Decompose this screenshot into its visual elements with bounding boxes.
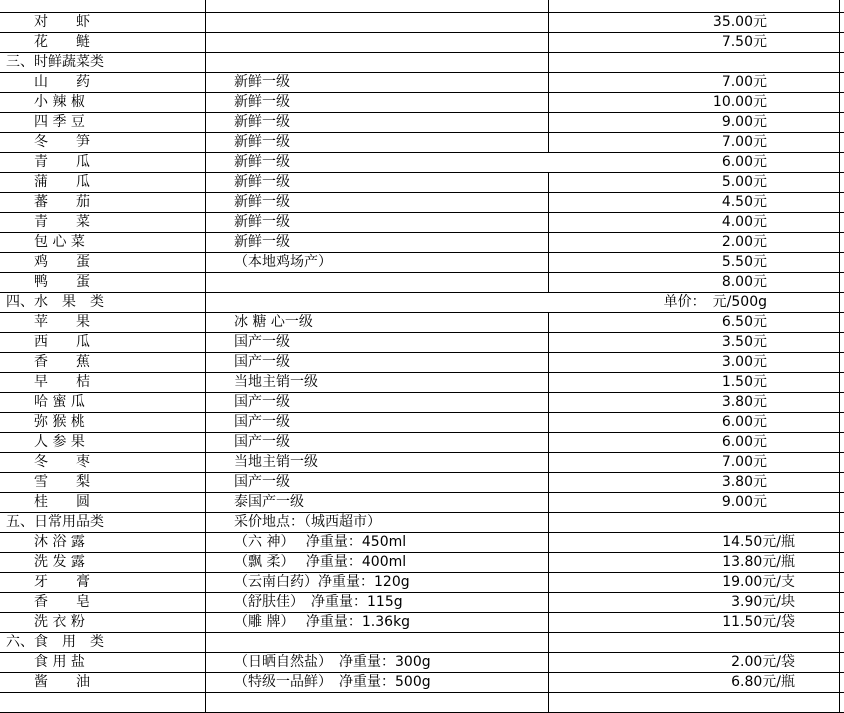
item-price-cell[interactable]: 4.00元 [721, 214, 767, 230]
gridline [548, 0, 549, 12]
gridline [839, 113, 840, 132]
table-row [0, 573, 844, 593]
gridline [205, 553, 206, 572]
item-spec-cell[interactable]: 新鲜一级 [234, 154, 290, 170]
gridline [548, 53, 549, 72]
gridline [548, 493, 549, 512]
gridline [548, 653, 549, 672]
gridline [839, 33, 840, 52]
gridline [205, 273, 206, 292]
item-price-cell[interactable]: 19.00元/支 [722, 574, 795, 590]
gridline [548, 233, 549, 252]
gridline [839, 13, 840, 32]
gridline [548, 93, 549, 112]
table-row [0, 13, 844, 33]
item-name-cell[interactable]: 酱 油 [34, 674, 90, 690]
item-spec-cell[interactable]: 国产一级 [234, 354, 290, 370]
gridline [839, 193, 840, 212]
table-row [0, 193, 844, 213]
gridline [205, 453, 206, 472]
table-row [0, 593, 844, 613]
table-row [0, 433, 844, 453]
gridline [839, 573, 840, 592]
gridline [548, 453, 549, 472]
item-name-cell[interactable]: 青 瓜 [34, 154, 90, 170]
item-spec-cell[interactable]: 新鲜一级 [234, 94, 290, 110]
table-row [0, 673, 844, 693]
item-name-cell[interactable]: 山 药 [34, 74, 90, 90]
item-price-cell[interactable]: 14.50元/瓶 [722, 534, 795, 550]
gridline [839, 393, 840, 412]
gridline [839, 173, 840, 192]
item-spec-cell[interactable]: （本地鸡场产） [234, 254, 332, 270]
item-price-cell[interactable]: 35.00元 [712, 14, 767, 30]
gridline [205, 513, 206, 532]
gridline [205, 113, 206, 132]
item-name-cell[interactable]: 鸡 蛋 [34, 254, 90, 270]
gridline [205, 133, 206, 152]
item-price-cell[interactable]: 9.00元 [721, 494, 767, 510]
gridline [205, 193, 206, 212]
gridline [205, 253, 206, 272]
table-row [0, 473, 844, 493]
gridline [839, 213, 840, 232]
item-name-cell[interactable]: 牙 膏 [34, 574, 90, 590]
gridline [548, 33, 549, 52]
item-name-cell[interactable]: 三、时鲜蔬菜类 [6, 54, 104, 70]
table-row [0, 393, 844, 413]
table-row [0, 33, 844, 53]
item-spec-cell[interactable] [206, 293, 548, 313]
item-name-cell[interactable]: 六、食 用 类 [6, 634, 104, 650]
item-price-cell[interactable]: 4.50元 [721, 194, 767, 210]
item-name-cell[interactable]: 人 参 果 [34, 434, 85, 450]
item-price-cell[interactable]: 7.00元 [721, 74, 767, 90]
gridline [548, 253, 549, 272]
item-spec-cell[interactable]: 新鲜一级 [234, 74, 290, 90]
gridline [548, 533, 549, 552]
gridline [548, 13, 549, 32]
item-price-cell[interactable]: 5.00元 [721, 174, 767, 190]
gridline [205, 0, 206, 12]
table-row [0, 73, 844, 93]
gridline [205, 573, 206, 592]
gridline [548, 133, 549, 152]
gridline [205, 653, 206, 672]
gridline [548, 413, 549, 432]
gridline [839, 73, 840, 92]
table-row [0, 153, 844, 173]
item-name-cell[interactable]: 包 心 菜 [34, 234, 85, 250]
gridline [205, 53, 206, 72]
table-row [0, 213, 844, 233]
gridline [205, 373, 206, 392]
item-name-cell[interactable]: 小 辣 椒 [34, 94, 85, 110]
gridline [839, 293, 840, 312]
item-name-cell[interactable]: 花 鲢 [34, 34, 90, 50]
item-spec-cell[interactable]: （飘 柔） 净重量：400ml [234, 554, 407, 570]
table-row [0, 113, 844, 133]
table-row [0, 493, 844, 513]
item-price-cell[interactable]: 3.80元 [721, 474, 767, 490]
gridline [548, 513, 549, 532]
gridline [839, 673, 840, 692]
item-price-cell[interactable]: 6.00元 [721, 434, 767, 450]
gridline [205, 33, 206, 52]
table-row [0, 173, 844, 193]
gridline [548, 573, 549, 592]
item-spec-cell[interactable] [206, 33, 548, 53]
item-spec-cell[interactable]: （特级一品鲜） 净重量：500g [234, 674, 431, 690]
item-price-cell[interactable]: 2.00元/袋 [731, 654, 795, 670]
gridline [548, 313, 549, 332]
gridline [839, 233, 840, 252]
item-spec-cell[interactable]: 新鲜一级 [234, 174, 290, 190]
item-spec-cell[interactable]: 国产一级 [234, 414, 290, 430]
item-name-cell[interactable]: 蒲 瓜 [34, 174, 90, 190]
item-name-cell[interactable]: 鸭 蛋 [34, 274, 90, 290]
item-price-cell[interactable] [549, 633, 839, 653]
item-price-cell[interactable]: 单价： 元/500g [663, 294, 767, 310]
table-row [0, 253, 844, 273]
item-name-cell[interactable]: 四、水 果 类 [6, 294, 104, 310]
item-price-cell[interactable] [549, 693, 839, 713]
item-price-cell[interactable]: 3.80元 [721, 394, 767, 410]
item-name-cell[interactable]: 四 季 豆 [34, 114, 85, 130]
table-row [0, 353, 844, 373]
table-row [0, 133, 844, 153]
gridline [548, 173, 549, 192]
item-name-cell[interactable]: 食 用 盐 [34, 654, 85, 670]
gridline [205, 473, 206, 492]
item-spec-cell[interactable] [206, 13, 548, 33]
table-row [0, 93, 844, 113]
item-spec-cell[interactable]: 冰 糖 心一级 [234, 314, 313, 330]
gridline [205, 533, 206, 552]
gridline [548, 693, 549, 712]
item-spec-cell[interactable] [206, 633, 548, 653]
item-spec-cell[interactable]: （雕 牌） 净重量：1.36kg [234, 614, 411, 630]
item-price-cell[interactable] [549, 513, 839, 533]
gridline [205, 333, 206, 352]
gridline [839, 153, 840, 172]
item-price-cell[interactable]: 3.00元 [721, 354, 767, 370]
table-row [0, 313, 844, 333]
item-name-cell[interactable]: 五、日常用品类 [6, 514, 104, 530]
item-spec-cell[interactable]: （日晒自然盐） 净重量：300g [234, 654, 431, 670]
gridline [839, 93, 840, 112]
item-name-cell[interactable]: 洗 衣 粉 [34, 614, 85, 630]
gridline [205, 173, 206, 192]
table-row [0, 413, 844, 433]
item-price-cell[interactable]: 7.50元 [721, 34, 767, 50]
gridline [839, 313, 840, 332]
table-row [0, 533, 844, 553]
gridline [205, 413, 206, 432]
table-row [0, 0, 844, 13]
gridline [548, 393, 549, 412]
gridline [548, 333, 549, 352]
table-row [0, 453, 844, 473]
gridline [205, 693, 206, 712]
item-spec-cell[interactable]: 当地主销一级 [234, 374, 318, 390]
item-name-cell[interactable]: 香 蕉 [34, 354, 90, 370]
item-price-cell[interactable]: 7.00元 [721, 134, 767, 150]
gridline [205, 633, 206, 652]
gridline [839, 273, 840, 292]
gridline [839, 253, 840, 272]
item-price-cell[interactable] [549, 0, 839, 13]
table-row [0, 693, 844, 713]
table-row [0, 273, 844, 293]
gridline [205, 73, 206, 92]
item-name-cell[interactable]: 冬 笋 [34, 134, 90, 150]
item-spec-cell[interactable]: 新鲜一级 [234, 214, 290, 230]
item-spec-cell[interactable]: 新鲜一级 [234, 194, 290, 210]
item-price-cell[interactable]: 9.00元 [721, 114, 767, 130]
category-header-row [0, 633, 844, 653]
gridline [839, 633, 840, 652]
item-name-cell[interactable]: 弥 猴 桃 [34, 414, 85, 430]
gridline [548, 273, 549, 292]
item-name-cell[interactable]: 雪 梨 [34, 474, 90, 490]
gridline [205, 393, 206, 412]
item-name-cell[interactable]: 洗 发 露 [34, 554, 85, 570]
item-name-cell[interactable]: 冬 枣 [34, 454, 90, 470]
item-spec-cell[interactable]: 泰国产一级 [234, 494, 304, 510]
item-name-cell[interactable]: 对 虾 [34, 14, 90, 30]
item-price-cell[interactable]: 13.80元/瓶 [722, 554, 795, 570]
item-price-cell[interactable]: 11.50元/袋 [722, 614, 795, 630]
gridline [205, 13, 206, 32]
item-price-cell[interactable]: 3.90元/块 [731, 594, 795, 610]
gridline [839, 133, 840, 152]
item-name-cell[interactable]: 早 桔 [34, 374, 90, 390]
item-spec-cell[interactable]: 新鲜一级 [234, 134, 290, 150]
gridline [205, 313, 206, 332]
gridline [839, 513, 840, 532]
item-spec-cell[interactable]: 国产一级 [234, 334, 290, 350]
gridline [205, 593, 206, 612]
gridline [205, 233, 206, 252]
gridline [548, 673, 549, 692]
gridline [839, 493, 840, 512]
item-name-cell[interactable]: 青 菜 [34, 214, 90, 230]
item-spec-cell[interactable]: 国产一级 [234, 394, 290, 410]
gridline [548, 473, 549, 492]
gridline [839, 413, 840, 432]
gridline [839, 53, 840, 72]
gridline [839, 0, 840, 12]
item-name-cell[interactable]: 桂 圆 [34, 494, 90, 510]
table-row [0, 333, 844, 353]
gridline [548, 553, 549, 572]
item-price-cell[interactable]: 6.50元 [721, 314, 767, 330]
table-row [0, 233, 844, 253]
gridline [839, 453, 840, 472]
item-spec-cell[interactable] [206, 693, 548, 713]
gridline [839, 373, 840, 392]
gridline [205, 213, 206, 232]
item-name-cell[interactable]: 蕃 茄 [34, 194, 90, 210]
item-spec-cell[interactable] [206, 273, 548, 293]
category-header-row [0, 53, 844, 73]
gridline [839, 593, 840, 612]
item-spec-cell[interactable] [206, 53, 548, 73]
item-spec-cell[interactable]: （六 神） 净重量：450ml [234, 534, 407, 550]
item-spec-cell[interactable]: 新鲜一级 [234, 114, 290, 130]
item-price-cell[interactable]: 6.00元 [721, 154, 767, 170]
gridline [839, 473, 840, 492]
item-price-cell[interactable] [549, 53, 839, 73]
gridline [839, 333, 840, 352]
gridline [205, 613, 206, 632]
gridline [548, 73, 549, 92]
gridline [205, 293, 206, 312]
gridline [548, 113, 549, 132]
item-name-cell[interactable]: 哈 蜜 瓜 [34, 394, 85, 410]
item-name-cell[interactable] [0, 0, 205, 13]
gridline [839, 553, 840, 572]
gridline [548, 373, 549, 392]
gridline [548, 213, 549, 232]
item-name-cell[interactable]: 苹 果 [34, 314, 90, 330]
gridline [205, 153, 206, 172]
item-price-cell[interactable]: 1.50元 [721, 374, 767, 390]
gridline [548, 193, 549, 212]
category-header-row [0, 293, 844, 313]
gridline [205, 353, 206, 372]
table-row [0, 653, 844, 673]
item-name-cell[interactable]: 沐 浴 露 [34, 534, 85, 550]
table-row [0, 613, 844, 633]
gridline [548, 433, 549, 452]
gridline [839, 433, 840, 452]
item-price-cell[interactable]: 6.00元 [721, 414, 767, 430]
gridline [205, 493, 206, 512]
item-spec-cell[interactable]: 采价地点：（城西超市） [234, 514, 381, 530]
gridline [548, 353, 549, 372]
table-row [0, 553, 844, 573]
item-name-cell[interactable]: 香 皂 [34, 594, 90, 610]
gridline [839, 693, 840, 712]
gridline [548, 613, 549, 632]
table-row [0, 373, 844, 393]
gridline [205, 433, 206, 452]
item-price-cell[interactable]: 2.00元 [721, 234, 767, 250]
item-price-cell[interactable]: 6.80元/瓶 [731, 674, 795, 690]
item-price-cell[interactable]: 5.50元 [721, 254, 767, 270]
category-header-row [0, 513, 844, 533]
item-price-cell[interactable]: 7.00元 [721, 454, 767, 470]
gridline [205, 673, 206, 692]
item-price-cell[interactable]: 10.00元 [712, 94, 767, 110]
gridline [839, 653, 840, 672]
gridline [839, 613, 840, 632]
gridline [548, 593, 549, 612]
gridline [839, 533, 840, 552]
item-spec-cell[interactable]: （云南白药）净重量：120g [234, 574, 410, 590]
item-price-cell[interactable]: 3.50元 [721, 334, 767, 350]
item-name-cell[interactable] [0, 693, 205, 713]
item-spec-cell[interactable]: 新鲜一级 [234, 234, 290, 250]
item-price-cell[interactable]: 8.00元 [721, 274, 767, 290]
item-spec-cell[interactable]: 当地主销一级 [234, 454, 318, 470]
gridline [839, 353, 840, 372]
gridline [205, 93, 206, 112]
item-spec-cell[interactable]: 国产一级 [234, 474, 290, 490]
item-spec-cell[interactable] [206, 0, 548, 13]
item-spec-cell[interactable]: （舒肤佳） 净重量：115g [234, 594, 403, 610]
item-name-cell[interactable]: 西 瓜 [34, 334, 90, 350]
gridline [548, 633, 549, 652]
item-spec-cell[interactable]: 国产一级 [234, 434, 290, 450]
